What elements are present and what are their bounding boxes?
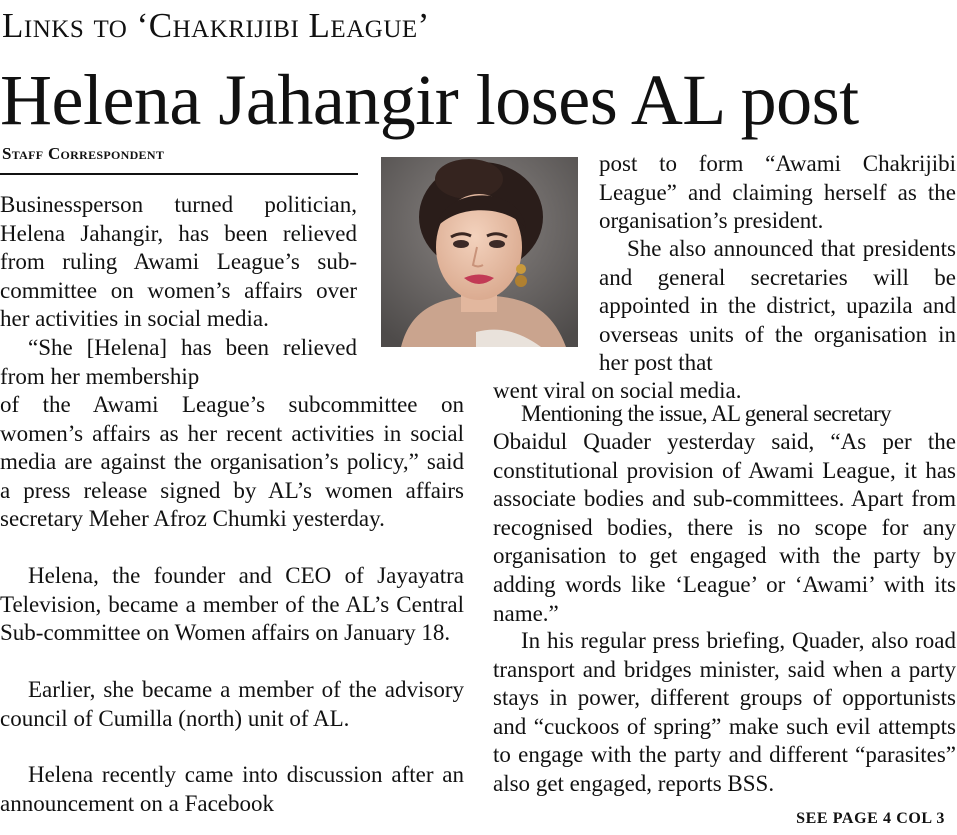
paragraph-7: She also announced that presidents and general secretaries will be appointed in the district, upazila and overseas units of the organisation in her post that — [599, 236, 957, 376]
paragraph-6: post to form “Awami Chakrijibi League” and claiming herself as the organisation’s president. — [599, 151, 957, 234]
paragraph-3: Helena, the founder and CEO of Jayayatra Television, became a member of the AL’s Central Sub-committee on Women affairs on January 18. — [0, 563, 465, 646]
paragraph-8-continued: Obaidul Quader yesterday said, “As per the constitutional provision of Awami League, it has associate bodies and sub-committees. Apart from recognised bodies, there is no scope for any organisation to get engaged with the party by adding words like ‘League’ or ‘Awami’ with its name.” — [493, 429, 957, 626]
paragraph-4: Earlier, she became a member of the advisory council of Cumilla (north) unit of AL. — [0, 677, 464, 731]
paragraph-8: Mentioning the issue, AL general secretary — [521, 401, 891, 426]
paragraph-2: “She [Helena] has been relieved from her membership — [0, 335, 357, 389]
byline: Staff Correspondent — [2, 144, 165, 163]
portrait-photo — [381, 157, 578, 347]
headline: Helena Jahangir loses AL post — [0, 60, 859, 140]
portrait-illustration — [381, 157, 578, 347]
paragraph-5: Helena recently came into discussion after an announcement on a Facebook — [0, 762, 464, 816]
byline-rule — [0, 173, 358, 175]
paragraph-2-continued: of the Awami League’s subcommittee on women’s affairs as her recent activities in social media are against the organisation’s policy,” said a press release signed by AL’s women affairs secretary Meher Afroz Chumki yesterday. — [0, 392, 465, 532]
paragraph-7-continued: went viral on social media. — [493, 378, 742, 403]
paragraph-9: In his regular press briefing, Quader, also road transport and bridges minister, said when a party stays in power, different groups of opportunists and “cuckoos of spring” make such evil attempts to engage with the party and different “parasites” also get engaged, reports BSS. — [493, 628, 957, 796]
kicker: Links to ‘Chakrijibi League’ — [2, 6, 430, 45]
paragraph-1: Businessperson turned politician, Helena Jahangir, has been relieved from ruling Awami League’s sub- committee on women’s affairs over her activities in social media. — [0, 192, 357, 332]
continued-reference: SEE PAGE 4 COL 3 — [796, 810, 945, 827]
